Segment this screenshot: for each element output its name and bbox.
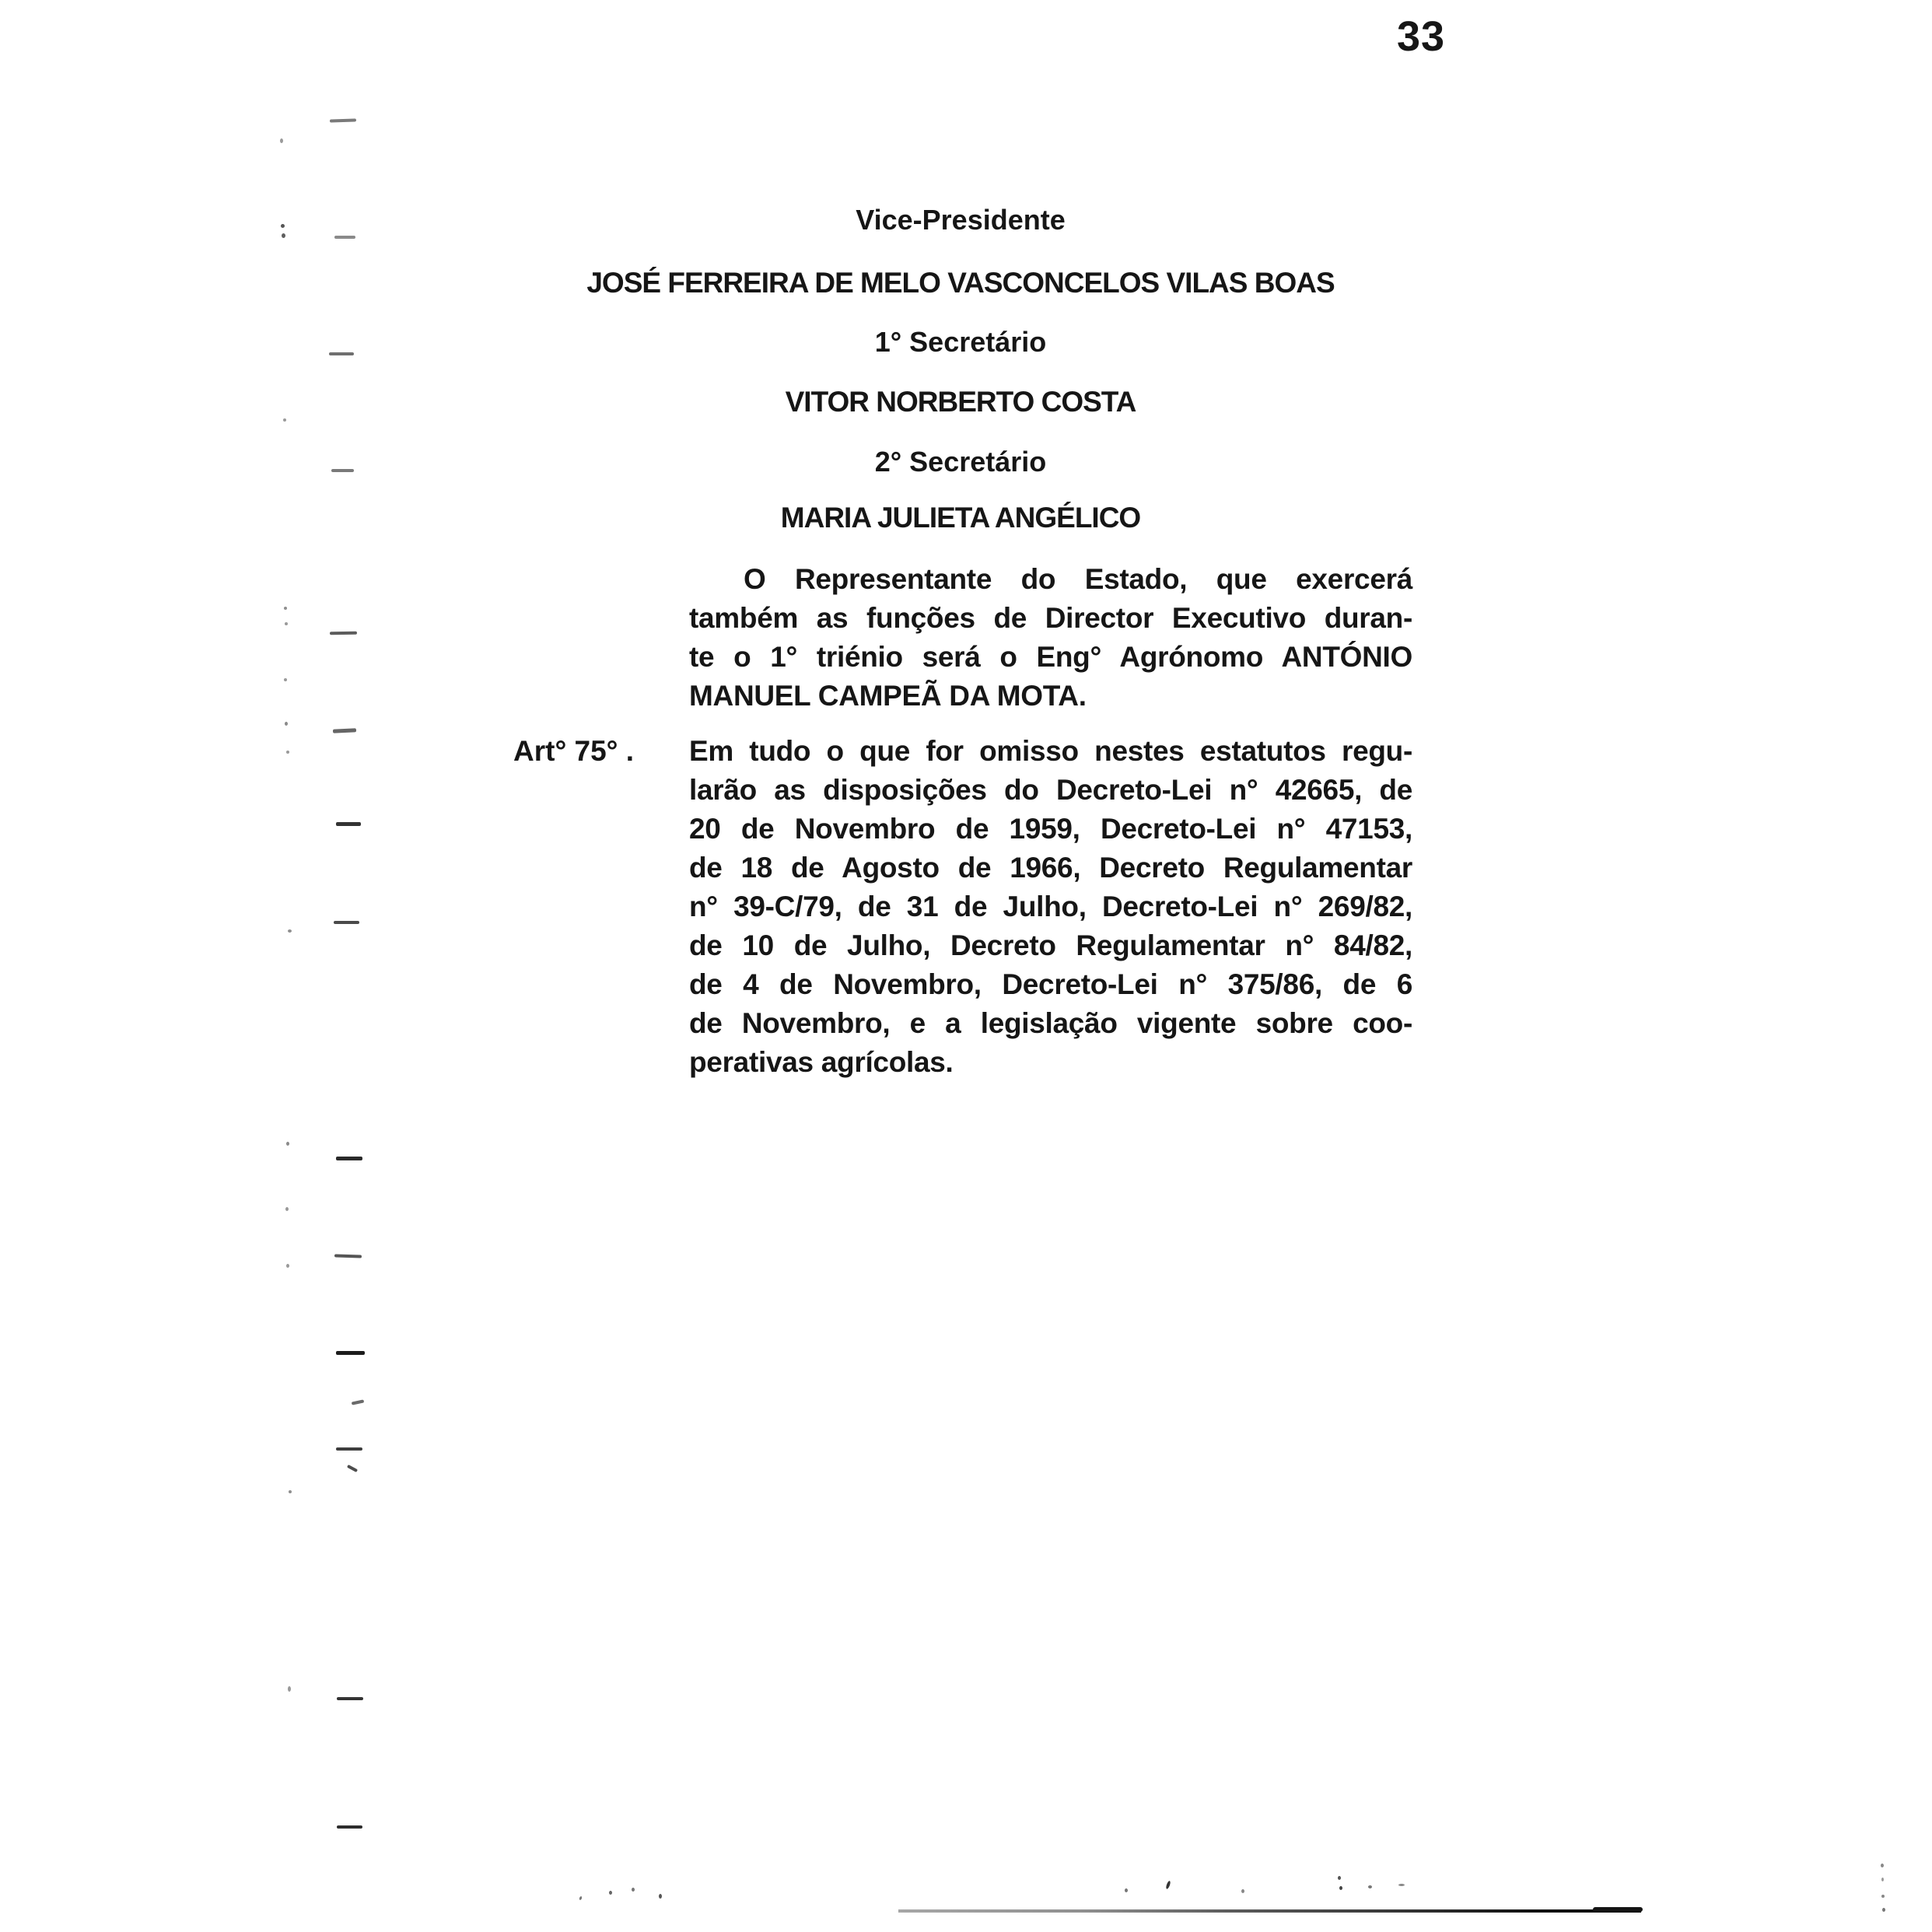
paragraph-line: 20 de Novembro de 1959, Decreto-Lei n° 47153, — [689, 813, 1412, 845]
paragraph-line: de Novembro, e a legislação vigente sobre coo- — [689, 1007, 1412, 1039]
scan-speck — [1339, 1886, 1342, 1890]
margin-scan-dash — [337, 1825, 362, 1829]
scan-speck — [286, 1264, 289, 1268]
scan-speck — [1125, 1888, 1128, 1892]
scan-speck — [632, 1888, 635, 1892]
paragraph-line: te o 1° triénio será o Eng° Agrónomo ANTÓNIO — [689, 641, 1412, 673]
scan-speck — [285, 1207, 289, 1211]
bottom-scan-line — [898, 1909, 1641, 1913]
scan-speck — [289, 1490, 292, 1493]
scan-speck — [579, 1896, 583, 1901]
scan-speck — [1368, 1885, 1372, 1888]
scan-speck — [285, 722, 288, 726]
margin-scan-dash — [330, 118, 356, 122]
paragraph-line: Em tudo o que for omisso nestes estatutos regu- — [689, 735, 1412, 767]
margin-scan-dash — [331, 469, 354, 472]
margin-scan-dash — [329, 352, 354, 355]
margin-scan-dash — [336, 822, 361, 826]
paragraph-line: MANUEL CAMPEÃ DA MOTA. — [689, 680, 1087, 712]
heading-role-2-secretario: 2° Secretário — [874, 446, 1047, 478]
paragraph-line: de 18 de Agosto de 1966, Decreto Regulamentar — [689, 852, 1412, 884]
scan-speck — [659, 1894, 662, 1899]
paragraph-line: de 10 de Julho, Decreto Regulamentar n° 84/82, — [689, 929, 1412, 961]
bottom-scan-line-tip — [1593, 1907, 1643, 1912]
margin-scan-dash — [337, 1697, 363, 1700]
scan-speck — [280, 138, 283, 143]
scan-speck — [1881, 1895, 1885, 1898]
heading-role-vice-presidente: Vice-Presidente — [856, 204, 1066, 236]
margin-scan-dash — [352, 1399, 364, 1405]
paragraph-line: também as funções de Director Executivo duran- — [689, 602, 1412, 634]
scan-speck — [1882, 1908, 1885, 1912]
scan-speck — [1398, 1884, 1405, 1886]
scan-speck — [1241, 1889, 1244, 1893]
scan-speck — [285, 622, 288, 625]
margin-scan-dash — [336, 1447, 362, 1451]
article-75-label: Art° 75° . — [513, 735, 635, 767]
scan-speck — [283, 418, 286, 422]
scan-speck — [1165, 1881, 1171, 1890]
scan-speck — [288, 1686, 291, 1692]
scan-speck — [284, 607, 287, 610]
heading-name-vitor-norberto-costa: VITOR NORBERTO COSTA — [785, 386, 1136, 418]
scan-speck — [609, 1891, 612, 1895]
page-number: 33 — [1397, 13, 1446, 60]
margin-scan-dash — [347, 1465, 358, 1472]
heading-name-jose-ferreira-de-melo: JOSÉ FERREIRA DE MELO VASCONCELOS VILAS BOAS — [586, 267, 1335, 299]
scan-speck — [288, 929, 292, 933]
margin-scan-dash — [334, 236, 355, 239]
paragraph-line: perativas agrícolas. — [689, 1046, 954, 1078]
article-75-paragraph — [689, 732, 1412, 1082]
paragraph-line: O Representante do Estado, que exercerá — [744, 563, 1412, 595]
margin-scan-dash — [334, 1254, 362, 1258]
scan-speck — [1881, 1864, 1884, 1867]
margin-scan-dash — [334, 921, 359, 924]
margin-scan-dash — [336, 1157, 362, 1160]
margin-scan-dash — [333, 728, 356, 733]
scan-speck — [286, 751, 289, 754]
heading-role-1-secretario: 1° Secretário — [874, 326, 1047, 358]
margin-scan-dash — [336, 1351, 365, 1355]
scan-speck — [281, 224, 285, 228]
heading-name-maria-julieta-angelico: MARIA JULIETA ANGÉLICO — [780, 502, 1141, 534]
margin-scan-dash — [330, 632, 357, 635]
paragraph-line: n° 39-C/79, de 31 de Julho, Decreto-Lei n° 269/82, — [689, 891, 1412, 922]
paragraph-line: larão as disposições do Decreto-Lei n° 42665, de — [689, 774, 1412, 806]
scan-speck — [282, 233, 285, 238]
representative-paragraph — [689, 560, 1412, 716]
paragraph-line: de 4 de Novembro, Decreto-Lei n° 375/86, de 6 — [689, 968, 1412, 1000]
scan-speck — [1881, 1878, 1884, 1881]
scan-speck — [1338, 1876, 1341, 1880]
scan-speck — [284, 678, 287, 681]
scan-speck — [286, 1142, 289, 1146]
